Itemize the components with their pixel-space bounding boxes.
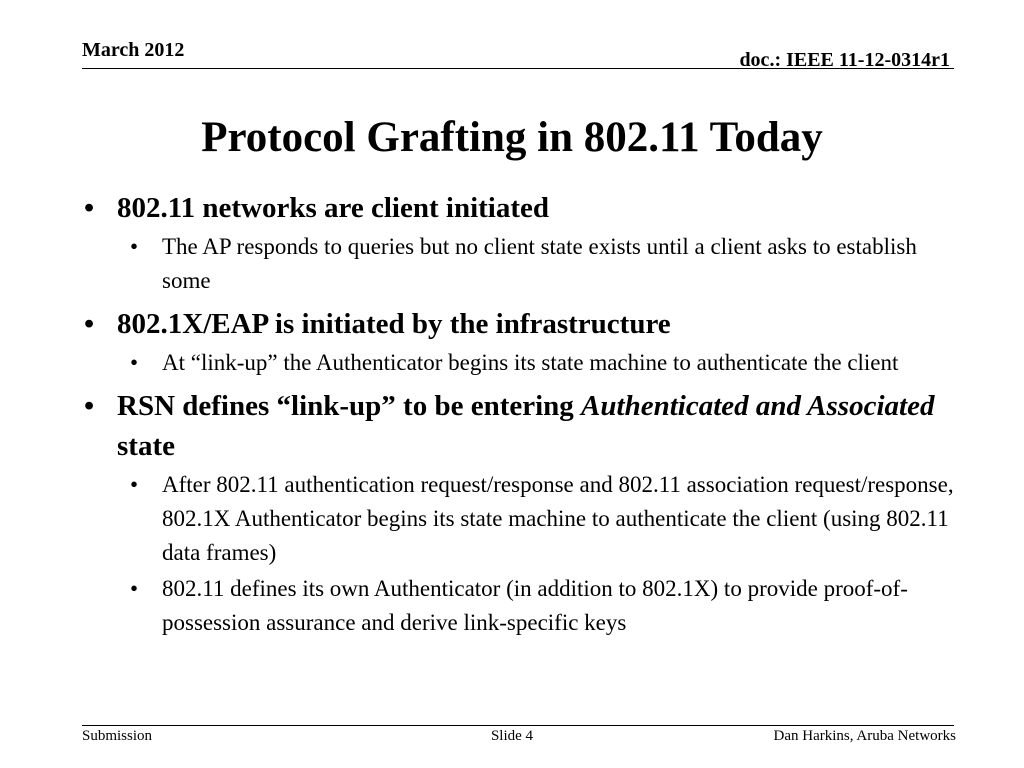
- bullet-text: 802.1X/EAP is initiated by the infrastructure: [117, 308, 671, 340]
- header-divider: [82, 68, 954, 69]
- bullet-text: 802.11 networks are client initiated: [117, 192, 550, 224]
- bullet-rsn-link-up: [84, 386, 964, 466]
- footer-slide-number: Slide 4: [490, 728, 534, 744]
- sub-bullet-after-auth: [130, 468, 964, 570]
- sub-bullet-text: 802.11 defines its own Authenticator (in addition to 802.1X) to provide proof-of-possession assurance and derive link-specific keys: [162, 576, 908, 635]
- bullet-text-before: RSN defines “link-up” to be entering: [117, 390, 582, 422]
- slide-body: [84, 188, 964, 640]
- sub-bullet-text: After 802.11 authentication request/response and 802.11 association request/response, 802.1X Authenticator begins its state machine to authenticate the client (using 802.11 data frames): [162, 472, 954, 565]
- sub-bullet-marker: •: [130, 350, 139, 375]
- sub-bullet-marker: •: [130, 234, 139, 259]
- bullet-marker: •: [84, 390, 95, 422]
- sub-bullet-text: At “link-up” the Authenticator begins its state machine to authenticate the client: [162, 350, 899, 375]
- sub-bullet-text: The AP responds to queries but no client state exists until a client asks to establish some: [162, 234, 917, 293]
- sub-bullet-marker: •: [130, 472, 139, 497]
- footer-divider: [82, 725, 954, 726]
- sub-bullet-link-up: [130, 346, 964, 380]
- bullet-text-italic: Authenticated and Associated: [581, 390, 935, 422]
- header-date: March 2012: [82, 39, 185, 61]
- sub-bullet-own-authenticator: [130, 572, 964, 640]
- footer-submission: Submission: [82, 728, 153, 744]
- bullet-eap-infrastructure: [84, 304, 964, 344]
- bullet-text-after: state: [117, 430, 175, 462]
- header-doc-id: doc.: IEEE 11-12-0314r1: [739, 49, 950, 71]
- bullet-client-initiated: [84, 188, 964, 228]
- bullet-marker: •: [84, 192, 95, 224]
- slide-title: Protocol Grafting in 802.11 Today: [201, 114, 823, 161]
- sub-bullet-marker: •: [130, 576, 139, 601]
- footer-author: Dan Harkins, Aruba Networks: [773, 728, 956, 744]
- bullet-marker: •: [84, 308, 95, 340]
- sub-bullet-ap-responds: [130, 230, 964, 298]
